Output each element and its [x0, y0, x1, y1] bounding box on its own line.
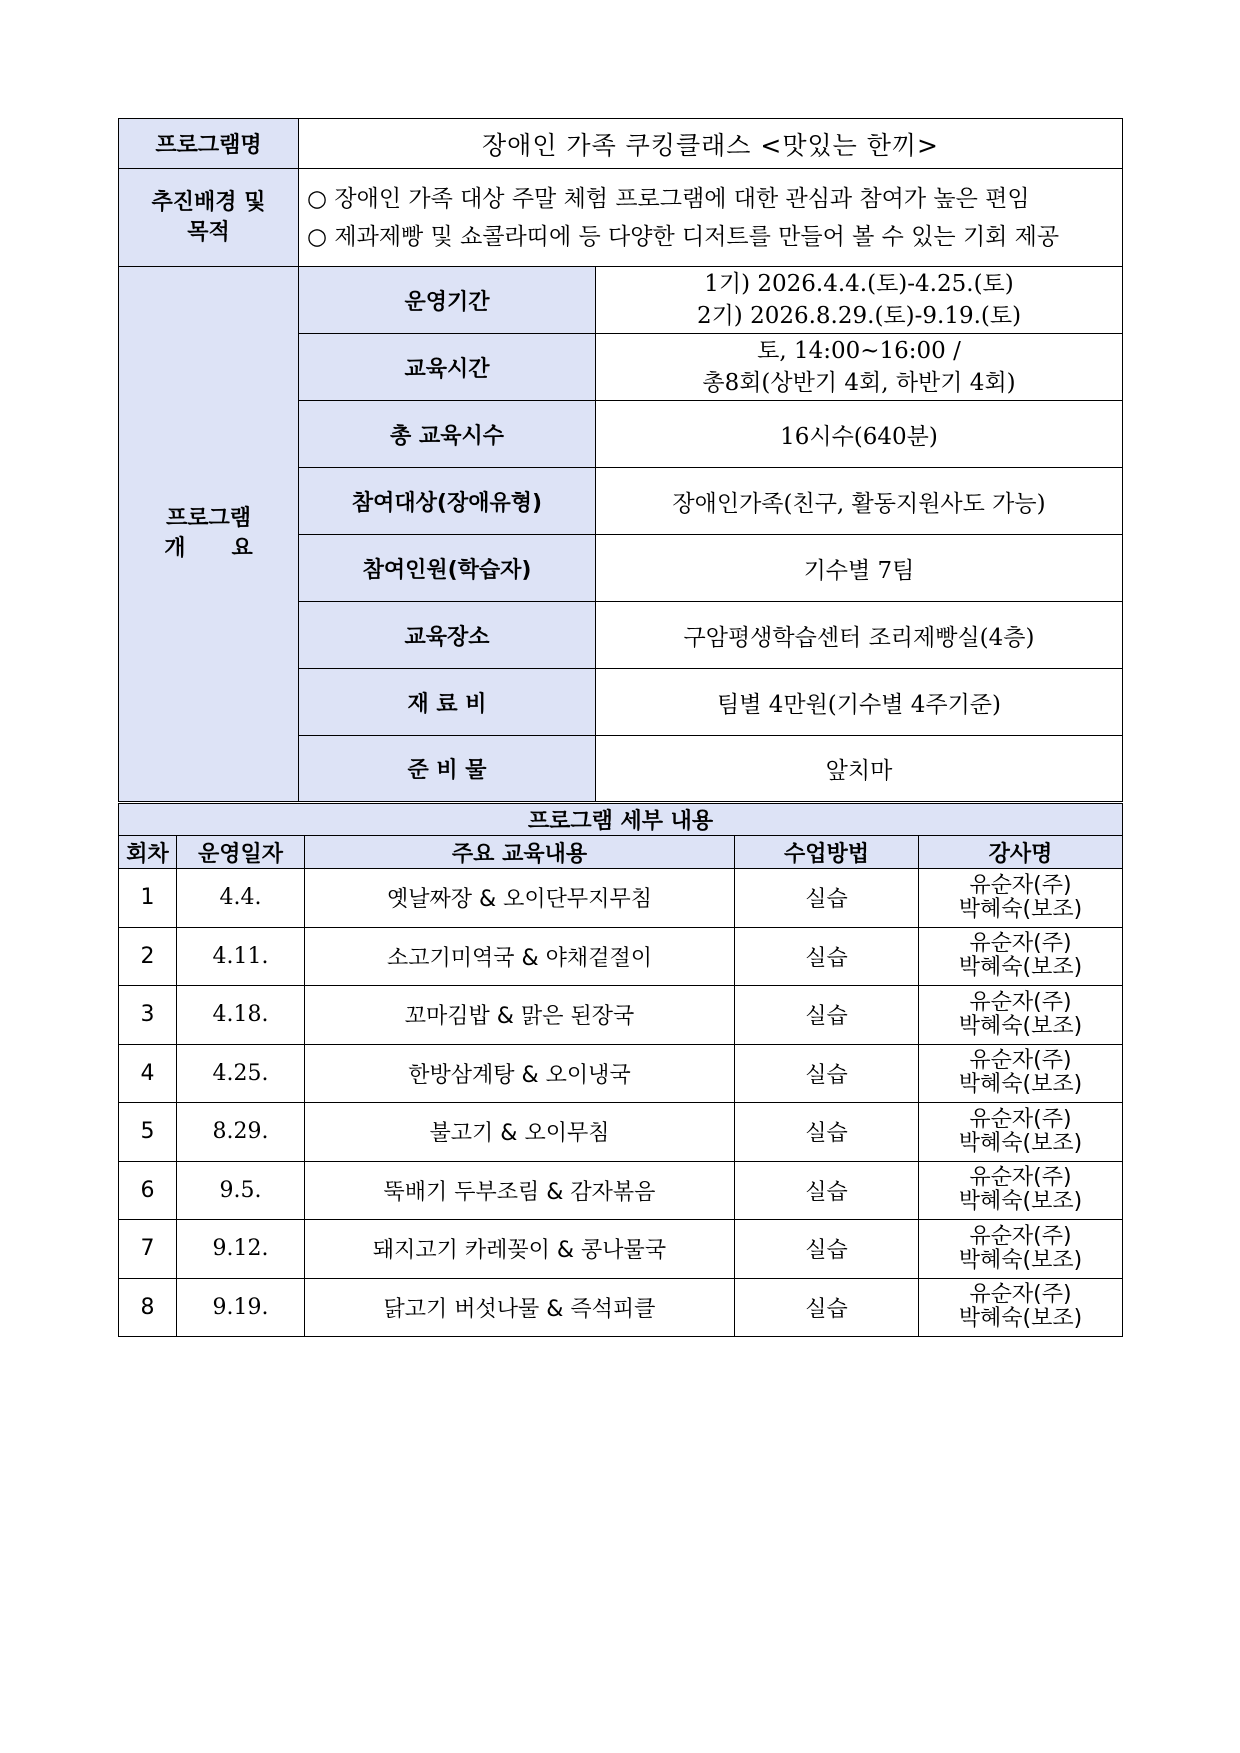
row-label: 재 료 비	[299, 669, 596, 736]
session-instructors	[919, 1103, 1123, 1162]
table-row	[119, 1161, 1123, 1220]
instructor-assistant: 박혜숙(보조)	[958, 896, 1083, 922]
row-value	[596, 334, 1123, 401]
session-number: 3	[119, 986, 177, 1045]
instructor-assistant: 박혜숙(보조)	[958, 1072, 1083, 1098]
session-date: 9.19.	[177, 1278, 305, 1337]
summary-label-line1: 프로그램	[165, 506, 251, 531]
session-date: 4.11.	[177, 927, 305, 986]
session-instructors	[919, 1044, 1123, 1103]
header-instructor: 강사명	[919, 836, 1123, 869]
instructor-assistant: 박혜숙(보조)	[958, 1130, 1083, 1156]
session-content: 닭고기 버섯나물 & 즉석피클	[305, 1278, 735, 1337]
details-section-title: 프로그램 세부 내용	[119, 804, 1123, 836]
summary-row-period	[119, 267, 1123, 334]
session-date: 9.5.	[177, 1161, 305, 1220]
session-method: 실습	[735, 869, 919, 928]
table-row	[119, 1044, 1123, 1103]
session-content: 꼬마김밥 & 맑은 된장국	[305, 986, 735, 1045]
session-method: 실습	[735, 1278, 919, 1337]
session-instructors	[919, 986, 1123, 1045]
session-date: 4.25.	[177, 1044, 305, 1103]
row-value-line: 1기) 2026.4.4.(토)-4.25.(토)	[704, 271, 1014, 297]
session-instructors	[919, 1220, 1123, 1279]
table-row	[119, 1220, 1123, 1279]
header-date: 운영일자	[177, 836, 305, 869]
row-value: 앞치마	[596, 736, 1123, 802]
session-method: 실습	[735, 1103, 919, 1162]
session-number: 5	[119, 1103, 177, 1162]
table-row	[119, 927, 1123, 986]
instructor-assistant: 박혜숙(보조)	[958, 955, 1083, 981]
instructor-main: 유순자(주)	[969, 1165, 1072, 1191]
row-value: 팀별 4만원(기수별 4주기준)	[596, 669, 1123, 736]
instructor-main: 유순자(주)	[969, 989, 1072, 1015]
session-content: 뚝배기 두부조림 & 감자볶음	[305, 1161, 735, 1220]
session-method: 실습	[735, 986, 919, 1045]
session-method: 실습	[735, 1161, 919, 1220]
row-label: 교육시간	[299, 334, 596, 401]
table-row	[119, 869, 1123, 928]
session-content: 옛날짜장 & 오이단무지무침	[305, 869, 735, 928]
table-row	[119, 1278, 1123, 1337]
header-method: 수업방법	[735, 836, 919, 869]
details-title-row	[119, 804, 1123, 836]
instructor-assistant: 박혜숙(보조)	[958, 1013, 1083, 1039]
program-name-value: 장애인 가족 쿠킹클래스 <맛있는 한끼>	[299, 119, 1123, 169]
row-label: 총 교육시수	[299, 401, 596, 468]
instructor-main: 유순자(주)	[969, 1048, 1072, 1074]
session-content: 소고기미역국 & 야채겉절이	[305, 927, 735, 986]
session-number: 2	[119, 927, 177, 986]
row-value: 구암평생학습센터 조리제빵실(4층)	[596, 602, 1123, 669]
header-session: 회차	[119, 836, 177, 869]
instructor-assistant: 박혜숙(보조)	[958, 1306, 1083, 1332]
row-value-line: 토, 14:00~16:00 /	[757, 338, 961, 364]
session-instructors	[919, 1161, 1123, 1220]
summary-label-line2: 개 요	[164, 536, 253, 561]
row-label: 참여대상(장애유형)	[299, 468, 596, 535]
instructor-main: 유순자(주)	[969, 1282, 1072, 1308]
session-date: 9.12.	[177, 1220, 305, 1279]
table-row	[119, 986, 1123, 1045]
row-value-line: 총8회(상반기 4회, 하반기 4회)	[702, 370, 1016, 396]
program-overview-table	[118, 118, 1123, 802]
instructor-main: 유순자(주)	[969, 872, 1072, 898]
session-content: 돼지고기 카레꽂이 & 콩나물국	[305, 1220, 735, 1279]
background-row	[119, 169, 1123, 267]
background-label-line2: 목적	[187, 219, 230, 245]
row-value: 16시수(640분)	[596, 401, 1123, 468]
background-content	[299, 169, 1123, 267]
session-method: 실습	[735, 1220, 919, 1279]
row-label: 운영기간	[299, 267, 596, 334]
session-number: 6	[119, 1161, 177, 1220]
table-row	[119, 1103, 1123, 1162]
row-value-line: 2기) 2026.8.29.(토)-9.19.(토)	[696, 303, 1022, 329]
session-instructors	[919, 1278, 1123, 1337]
session-content: 한방삼계탕 & 오이냉국	[305, 1044, 735, 1103]
program-name-row	[119, 119, 1123, 169]
background-label	[119, 169, 299, 267]
background-item: ○ 제과제빵 및 쇼콜라띠에 등 다양한 디저트를 만들어 볼 수 있는 기회 제공	[307, 223, 1060, 250]
details-header-row	[119, 836, 1123, 869]
session-content: 불고기 & 오이무침	[305, 1103, 735, 1162]
instructor-assistant: 박혜숙(보조)	[958, 1247, 1083, 1273]
session-number: 7	[119, 1220, 177, 1279]
row-label: 교육장소	[299, 602, 596, 669]
row-value: 장애인가족(친구, 활동지원사도 가능)	[596, 468, 1123, 535]
program-name-label: 프로그램명	[119, 119, 299, 169]
background-label-line1: 추진배경 및	[151, 189, 266, 215]
session-instructors	[919, 927, 1123, 986]
background-item: ○ 장애인 가족 대상 주말 체험 프로그램에 대한 관심과 참여가 높은 편임	[307, 185, 1030, 212]
session-number: 4	[119, 1044, 177, 1103]
session-number: 1	[119, 869, 177, 928]
row-value: 기수별 7팀	[596, 535, 1123, 602]
summary-label	[119, 267, 299, 802]
instructor-main: 유순자(주)	[969, 931, 1072, 957]
session-date: 4.4.	[177, 869, 305, 928]
session-date: 8.29.	[177, 1103, 305, 1162]
header-content: 주요 교육내용	[305, 836, 735, 869]
session-instructors	[919, 869, 1123, 928]
row-value	[596, 267, 1123, 334]
row-label: 참여인원(학습자)	[299, 535, 596, 602]
details-body	[119, 869, 1123, 1337]
row-label: 준 비 물	[299, 736, 596, 802]
session-date: 4.18.	[177, 986, 305, 1045]
instructor-main: 유순자(주)	[969, 1223, 1072, 1249]
session-method: 실습	[735, 927, 919, 986]
instructor-main: 유순자(주)	[969, 1106, 1072, 1132]
program-details-table	[118, 803, 1123, 1337]
instructor-assistant: 박혜숙(보조)	[958, 1189, 1083, 1215]
session-number: 8	[119, 1278, 177, 1337]
session-method: 실습	[735, 1044, 919, 1103]
